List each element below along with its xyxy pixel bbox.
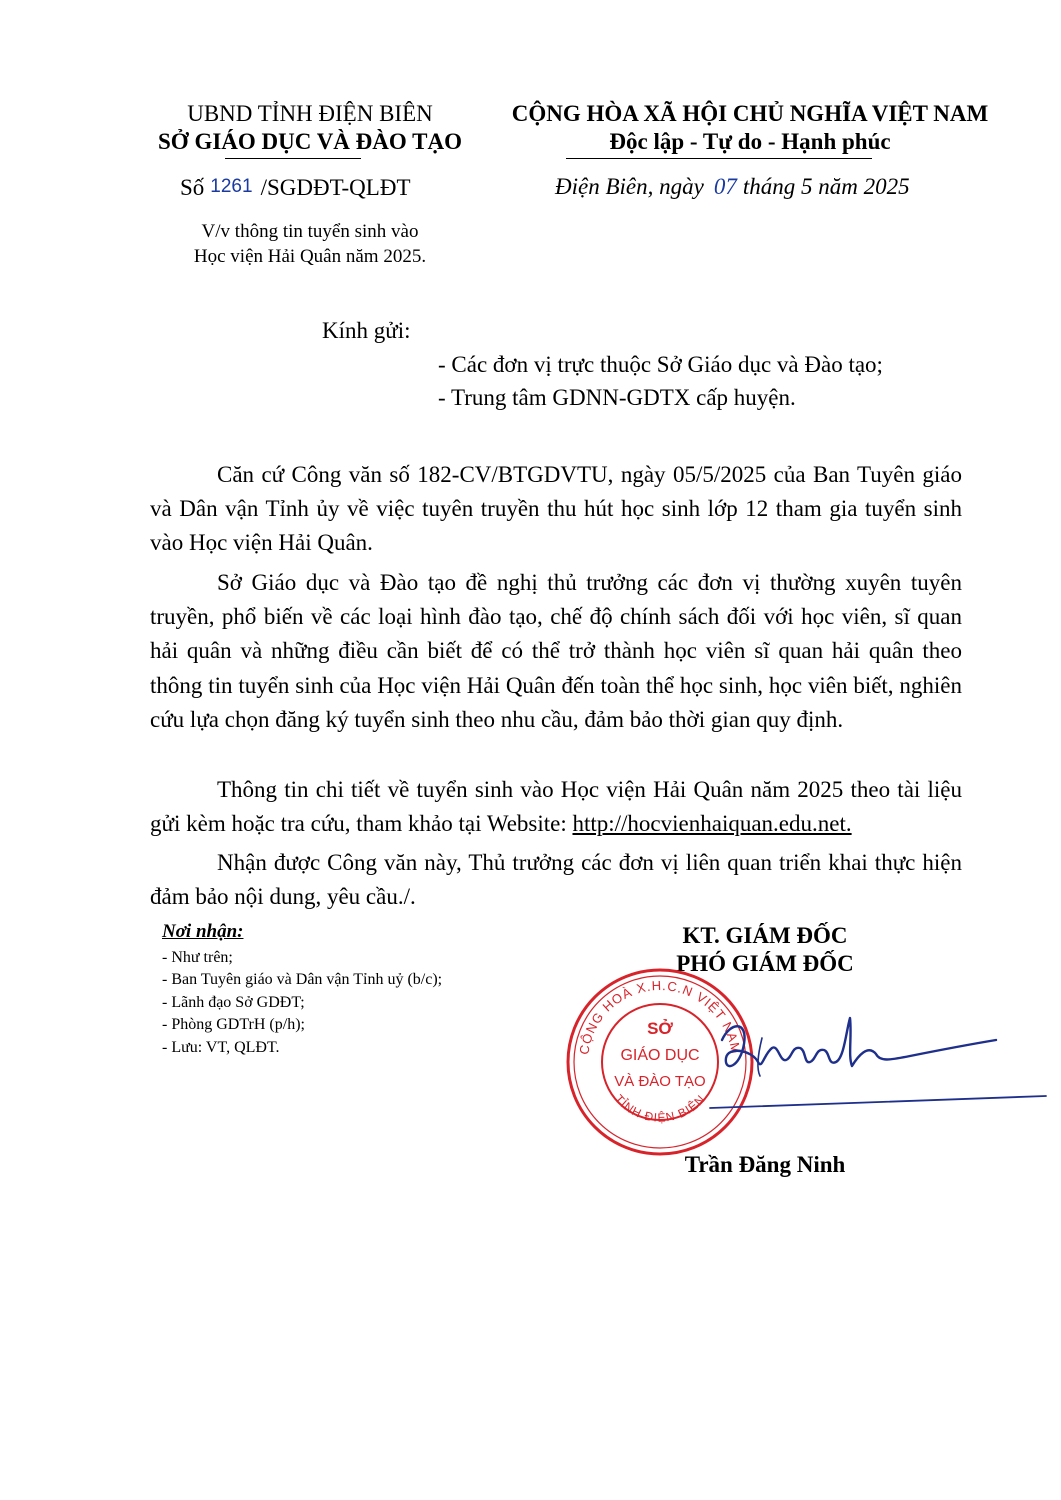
body-paragraph-1: Căn cứ Công văn số 182-CV/BTGDVTU, ngày 05/5/2025 của Ban Tuyên giáo và Dân vận Tỉnh ủy về việc tuyên truyền thu hút học sinh lớp 12 tham gia tuyển sinh vào Học viện Hải Quân. bbox=[150, 462, 962, 556]
website-link[interactable]: http://hocvienhaiquan.edu.net. bbox=[572, 811, 852, 837]
svg-text:TỈNH ĐIỆN BIÊN: TỈNH ĐIỆN BIÊN bbox=[611, 1091, 709, 1125]
body-paragraph-3 bbox=[150, 773, 962, 841]
recipients-title: Nơi nhận: bbox=[162, 921, 244, 942]
date-line bbox=[555, 174, 910, 200]
motto-underline bbox=[566, 158, 872, 159]
number-value: 1261 bbox=[210, 176, 253, 197]
recipients-item: - Lãnh đạo Sở GDĐT; bbox=[162, 994, 305, 1011]
signature-line-2: PHÓ GIÁM ĐỐC bbox=[676, 951, 854, 976]
svg-text:SỞ: SỞ bbox=[647, 1019, 673, 1038]
nation-title: CỘNG HÒA XÃ HỘI CHỦ NGHĨA VIỆT NAM bbox=[511, 101, 989, 126]
national-header bbox=[470, 100, 1030, 156]
issuer-underline bbox=[225, 158, 361, 159]
recipients-item: - Ban Tuyên giáo và Dân vận Tỉnh uỷ (b/c); bbox=[162, 971, 443, 988]
recipients-item: - Như trên; bbox=[162, 949, 233, 966]
body-paragraph-2: Sở Giáo dục và Đào tạo đề nghị thủ trưởng các đơn vị thường xuyên tuyên truyền, phổ biến về các loại hình đào tạo, chế độ chính sách đối với học viên, sĩ quan hải quân và những điều cần biết để có thể trở thành học viên sĩ quan hải quân theo thông tin tuyển sinh của Học viện Hải Quân đến toàn thể học sinh, học viên biết, nghiên cứu lựa chọn đăng ký tuyển sinh theo nhu cầu, đảm bảo thời gian quy định. bbox=[150, 570, 962, 732]
issuer-authority: UBND TỈNH ĐIỆN BIÊN bbox=[187, 101, 433, 126]
issuer-block bbox=[140, 100, 480, 156]
issuer-department: SỞ GIÁO DỤC VÀ ĐÀO TẠO bbox=[158, 129, 462, 154]
date-prefix: Điện Biên, ngày bbox=[555, 174, 704, 199]
handwritten-signature bbox=[700, 1010, 1050, 1120]
document-number bbox=[180, 175, 411, 201]
svg-text:GIÁO DỤC: GIÁO DỤC bbox=[620, 1047, 700, 1064]
subject-block bbox=[140, 219, 480, 269]
svg-text:CỘNG HOÀ X.H.C.N VIỆT NAM: CỘNG HOÀ X.H.C.N VIỆT NAM bbox=[576, 977, 744, 1056]
number-suffix: /SGDĐT-QLĐT bbox=[260, 175, 411, 200]
recipient-line-1: - Các đơn vị trực thuộc Sở Giáo dục và Đào tạo; bbox=[438, 352, 883, 377]
body-paragraph-3-text: Thông tin chi tiết về tuyển sinh vào Học viện Hải Quân năm 2025 theo tài liệu gửi kèm hoặc tra cứu, tham khảo tại Website: bbox=[150, 777, 962, 837]
svg-text:VÀ ĐÀO TẠO: VÀ ĐÀO TẠO bbox=[614, 1073, 706, 1090]
subject-line-1: V/v thông tin tuyển sinh vào bbox=[201, 221, 419, 242]
number-prefix: Số bbox=[180, 175, 205, 200]
recipients-item: - Lưu: VT, QLĐT. bbox=[162, 1039, 280, 1056]
subject-line-2: Học viện Hải Quân năm 2025. bbox=[193, 246, 427, 267]
signature-line-1: KT. GIÁM ĐỐC bbox=[682, 923, 848, 948]
motto: Độc lập - Tự do - Hạnh phúc bbox=[609, 129, 891, 154]
signer-name: Trần Đăng Ninh bbox=[684, 1152, 846, 1177]
body-paragraph-4: Nhận được Công văn này, Thủ trưởng các đơn vị liên quan triển khai thực hiện đảm bảo nội dung, yêu cầu./. bbox=[150, 850, 962, 910]
recipient-line-2: - Trung tâm GDNN-GDTX cấp huyện. bbox=[438, 385, 796, 410]
greeting-label: Kính gửi: bbox=[322, 318, 411, 343]
date-day: 07 bbox=[713, 174, 737, 199]
recipients-item: - Phòng GDTrH (p/h); bbox=[162, 1016, 305, 1033]
date-suffix: tháng 5 năm 2025 bbox=[742, 174, 910, 199]
